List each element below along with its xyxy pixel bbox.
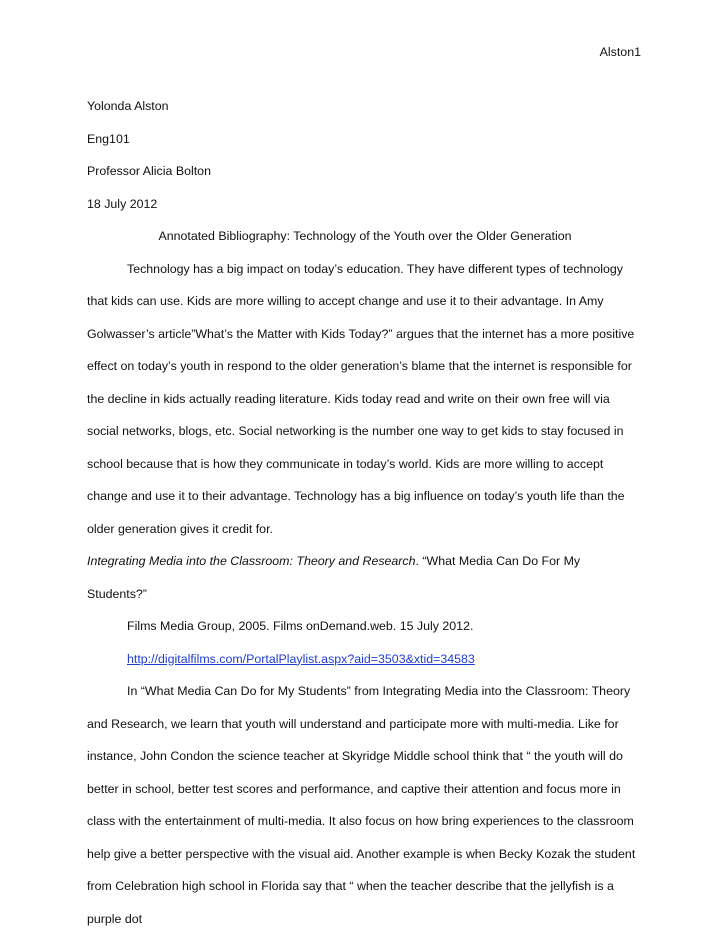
document-body (87, 90, 643, 935)
running-head: Alston1 (599, 45, 641, 59)
intro-paragraph: Technology has a big impact on today’s education. They have different types of technology that kids can use. Kids are more willing to accept change and use it to their advantage. In Amy Golwasser’s article”What’s the Matter with Kids Today?” argues that the internet has a more positive effect on today’s youth in respond to the older generation’s blame that the internet is responsible for the decline in kids actually reading literature. Kids today read and write on their own free will via social networks, blogs, etc. Social networking is the number one way to get kids to stay focused in school because that is how they communicate in today’s world. Kids are more willing to accept change and use it to their advantage. Technology has a big influence on today’s youth life than the older generation gives it credit for. (87, 261, 635, 536)
citation-url-line (87, 643, 643, 676)
author-name: Yolonda Alston (87, 99, 169, 113)
course-name: Eng101 (87, 131, 130, 146)
citation-publisher-line: Films Media Group, 2005. Films onDemand.web. 15 July 2012. (127, 619, 474, 633)
citation-work-title: Integrating Media into the Classroom: Theory and Research (87, 554, 416, 568)
professor-name: Professor Alicia Bolton (87, 164, 211, 178)
citation-url-link[interactable]: http://digitalfilms.com/PortalPlaylist.aspx?aid=3503&xtid=34583 (127, 651, 475, 666)
citation-segment-title: . “What Media Can Do For My Students?” (87, 554, 581, 601)
citation-title-line (87, 545, 643, 610)
document-date: 18 July 2012 (87, 196, 158, 211)
document-title: Annotated Bibliography: Technology of the Youth over the Older Generation (158, 229, 572, 243)
annotation-paragraph: In “What Media Can Do for My Students” from Integrating Media into the Classroom: Theory and Research, we learn that youth will understand and participate more with multi-media. Like for instance, John Condon the science teacher at Skyridge Middle school think that “ the youth will do better in school, better test scores and performance, and captive their attention and focus more in class with the entertainment of multi-media. It also focus on how bring experiences to the classroom help give a better perspective with the visual aid. Another example is when Becky Kozak the student from Celebration high school in Florida say that “ when the teacher describe that the jellyfish is a purple dot (87, 684, 636, 926)
